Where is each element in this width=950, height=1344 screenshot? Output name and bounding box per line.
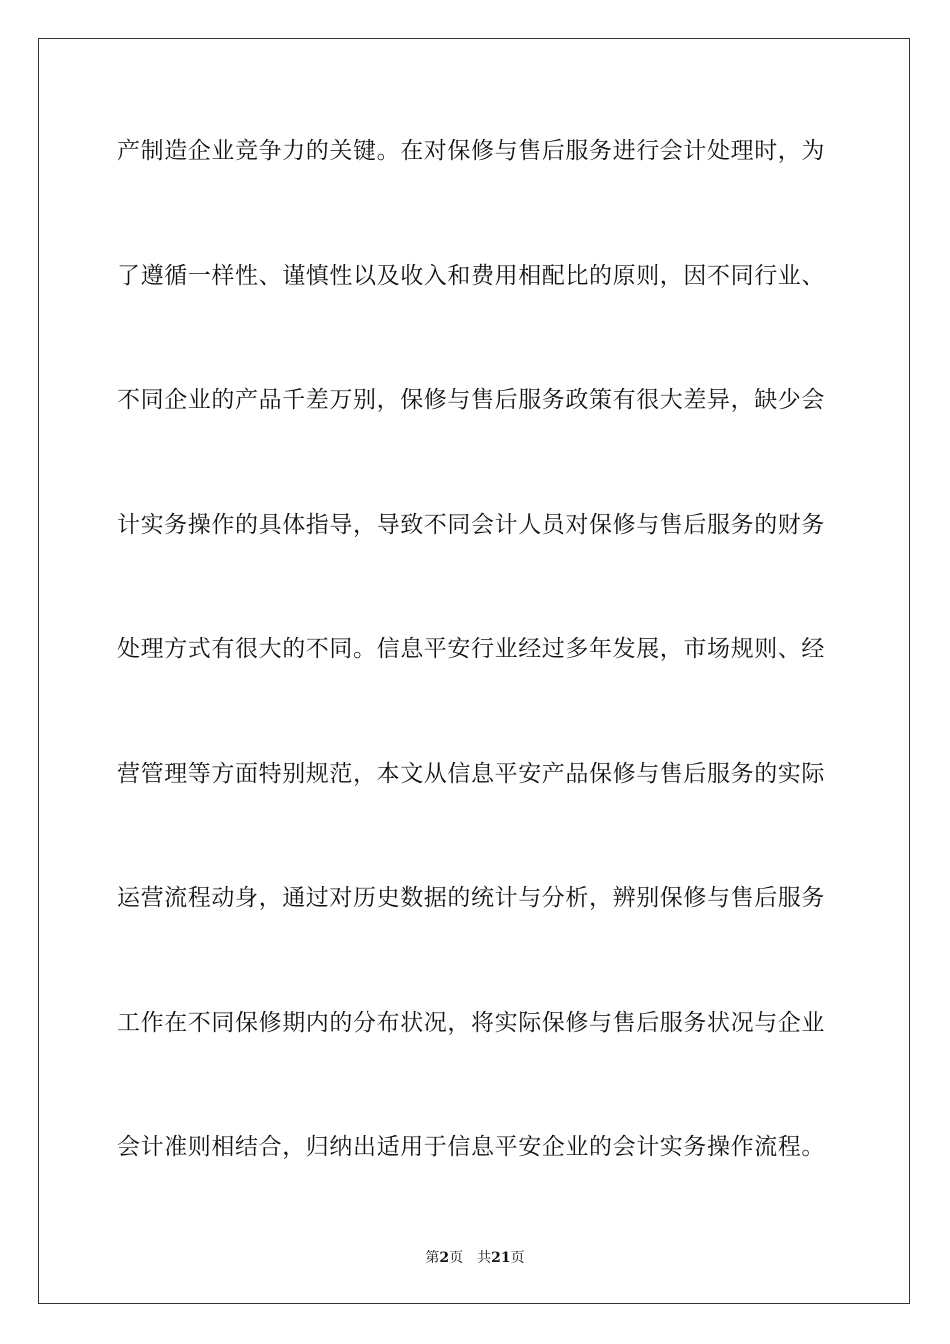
body-paragraph <box>117 127 835 1248</box>
text-line: 计实务操作的具体指导，导致不同会计人员对保修与售后服务的财务 <box>117 511 825 538</box>
text-line: 处理方式有很大的不同。信息平安行业经过多年发展，市场规则、经 <box>117 636 825 662</box>
text-line: 营管理等方面特别规范，本文从信息平安产品保修与售后服务的实际 <box>117 760 825 787</box>
total-label-suffix: 页 <box>510 1250 525 1266</box>
text-line: 会计准则相结合，归纳出适用于信息平安企业的会计实务操作流程。 <box>117 1134 825 1160</box>
page-footer <box>0 1247 950 1267</box>
text-line: 不同企业的产品千差万别，保修与售后服务政策有很大差异，缺少会 <box>117 387 825 413</box>
text-line: 产制造企业竞争力的关键。在对保修与售后服务进行会计处理时，为 <box>117 138 825 164</box>
total-label-prefix: 共 <box>477 1250 492 1266</box>
page-label-suffix: 页 <box>449 1250 464 1266</box>
total-pages: 21 <box>491 1250 511 1266</box>
text-line: 运营流程动身，通过对历史数据的统计与分析，辨别保修与售后服务 <box>117 885 825 911</box>
text-line: 了遵循一样性、谨慎性以及收入和费用相配比的原则，因不同行业、 <box>117 262 825 289</box>
text-line: 工作在不同保修期内的分布状况，将实际保修与售后服务状况与企业 <box>117 1009 825 1036</box>
page-number: 2 <box>439 1250 450 1266</box>
page-label-prefix: 第 <box>425 1250 440 1266</box>
